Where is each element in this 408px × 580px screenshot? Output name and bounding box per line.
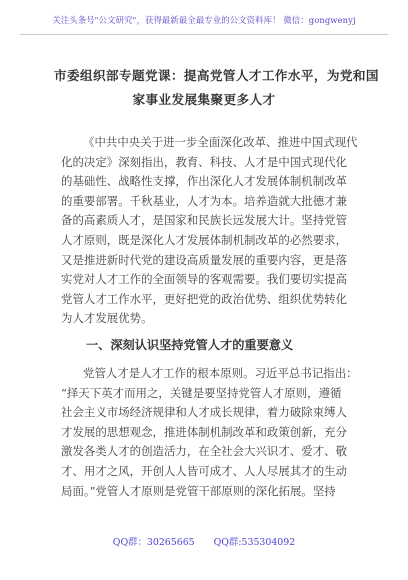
text-line: 的基础性、战略性支撑，作出深化人才发展体制机制改革 [61,174,348,189]
intro-paragraph [61,133,358,329]
title-line: 市委组织部专题党课：提高党管人才工作水平，为党和国 [54,68,379,83]
page-footer [0,534,408,548]
text-line: 实党对人才工作的全面领导的客观需要。我们要切实提高 [61,272,348,287]
text-line: 才发展的思想观念，推进体制机制改革和政策创新，充分 [61,424,348,439]
text-line: 局面。”党管人才原则是党管干部原则的深化拓展。坚持 [61,483,336,498]
text-line: 才、用才之风，开创人人皆可成才、人人尽展其才的生动 [61,463,348,478]
text-line: 《中共中央关于进一步全面深化改革、推进中国式现代 [83,135,358,149]
text-line: 化的决定》深刻指出，教育、科技、人才是中国式现代化 [61,154,348,169]
text-line: 激发各类人才的创造活力，在全社会大兴识才、爱才、敬 [61,444,348,459]
section-heading: 一、深刻认识坚持党管人才的重要意义 [86,338,294,352]
header-banner: 关注头条号"公文研究"，获得最新最全最专业的公文资料库！ 微信：gongwenyj [52,15,356,25]
section-paragraph [61,364,358,501]
qq-group-2: QQ群:535304092 [213,537,296,548]
qq-group-1: QQ群：30265665 [112,537,195,548]
text-line: 社会主义市场经济规律和人才成长规律，着力破除束缚人 [61,405,348,420]
text-line: 人才原则，既是深化人才发展体制机制改革的必然要求， [61,232,348,247]
header-divider [20,34,388,35]
text-line: 党管人才工作水平，更好把党的政治优势、组织优势转化 [61,291,348,306]
text-line: 的重要部署。千秋基业，人才为本。培养造就大批德才兼 [61,193,348,208]
document-title [54,64,379,112]
text-line: 为人才发展优势。 [61,311,153,326]
text-line: 备的高素质人才，是国家和民族长远发展大计。坚持党管 [61,213,348,228]
text-line: 党管人才是人才工作的根本原则。习近平总书记指出： [83,366,358,380]
title-line: 家事业发展集聚更多人才 [132,92,276,107]
text-line: “择天下英才而用之，关键是要坚持党管人才原则，遵循 [61,385,342,400]
text-line: 又是推进新时代党的建设高质量发展的重要内容，更是落 [61,252,348,267]
